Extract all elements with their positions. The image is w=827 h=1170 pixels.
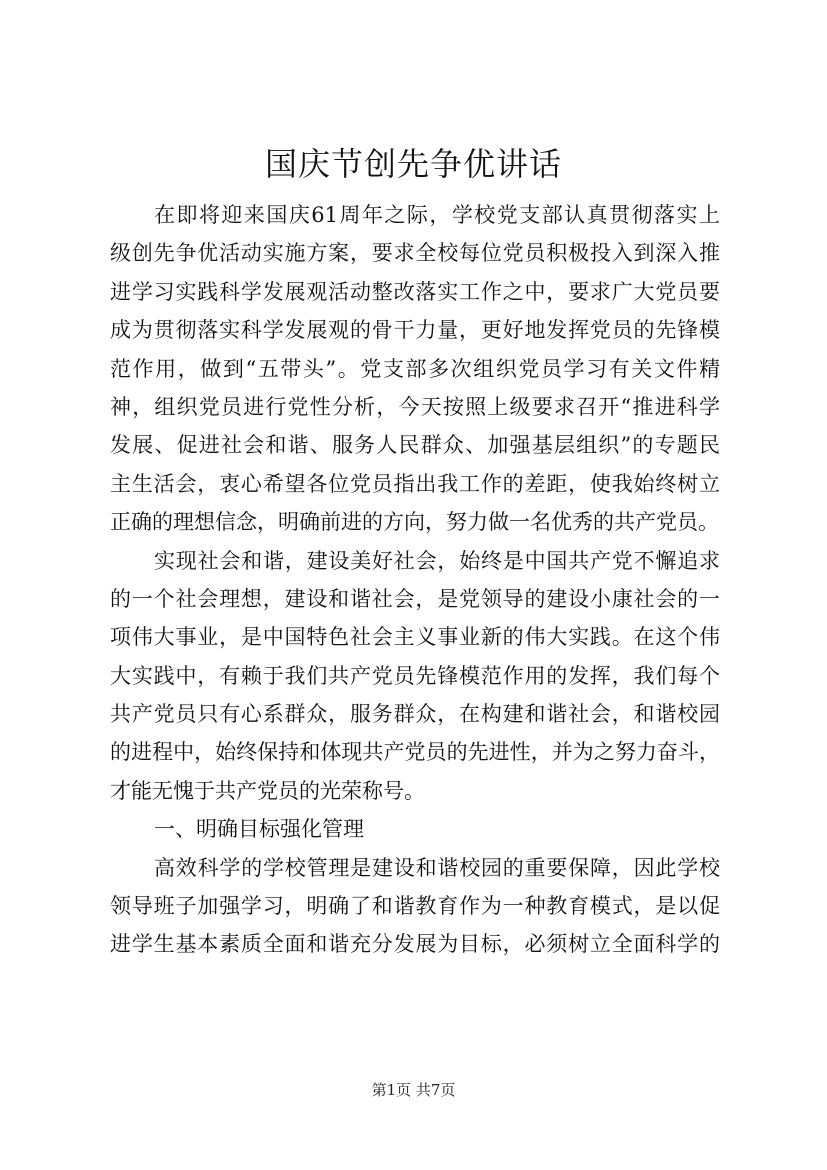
body-line: 在即将迎来国庆61周年之际，学校党支部认真贯彻落实上 [154,203,720,227]
body-line: 实现社会和谐，建设美好社会，始终是中国共产党不懈追求 [154,548,720,573]
page-number: 第1页 共7页 [371,1081,456,1099]
body-line: 级创先争优活动实施方案，要求全校每位党员积极投入到深入推 [110,241,720,266]
body-line: 的一个社会理想，建设和谐社会，是党领导的建设小康社会的一 [110,586,720,611]
body-line: 项伟大事业，是中国特色社会主义事业新的伟大实践。在这个伟 [110,625,720,650]
body-line: 大实践中，有赖于我们共产党员先锋模范作用的发挥，我们每个 [110,663,720,688]
section-heading: 一、明确目标强化管理 [154,817,364,842]
body-line: 进学生基本素质全面和谐充分发展为目标，必须树立全面科学的 [110,932,720,957]
body-line: 高效科学的学校管理是建设和谐校园的重要保障，因此学校 [154,855,720,880]
body-line: 领导班子加强学习，明确了和谐教育作为一种教育模式，是以促 [110,894,720,919]
body-line: 共产党员只有心系群众，服务群众，在构建和谐社会，和谐校园 [110,702,720,727]
body-line: 正确的理想信念，明确前进的方向，努力做一名优秀的共产党员。 [110,510,719,535]
body-line: 成为贯彻落实科学发展观的骨干力量，更好地发挥党员的先锋模 [110,318,720,343]
document-body [110,196,720,964]
body-line: 发展、促进社会和谐、服务人民群众、加强基层组织”的专题民 [110,433,720,458]
body-line: 才能无愧于共产党员的光荣称号。 [110,778,425,803]
document-title: 国庆节创先争优讲话 [264,145,562,183]
body-line: 范作用，做到“五带头”。党支部多次组织党员学习有关文件精 [110,356,720,381]
body-line: 的进程中，始终保持和体现共产党员的先进性，并为之努力奋斗， [110,740,720,765]
body-line: 主生活会，衷心希望各位党员指出我工作的差距，使我始终树立 [110,471,720,496]
body-line: 神，组织党员进行党性分析，今天按照上级要求召开“推进科学 [110,394,720,419]
body-line: 进学习实践科学发展观活动整改落实工作之中，要求广大党员要 [110,279,720,304]
